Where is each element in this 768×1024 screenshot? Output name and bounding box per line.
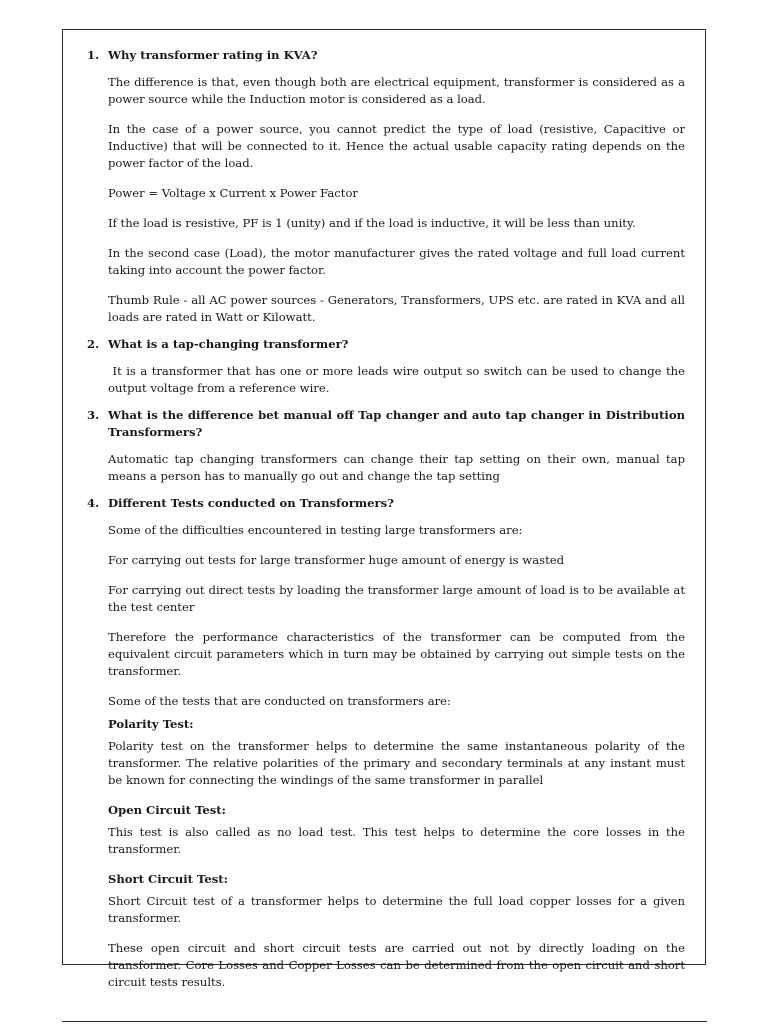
question-title: What is a tap-changing transformer? bbox=[108, 337, 349, 351]
paragraph: If the load is resistive, PF is 1 (unity) and if the load is inductive, it will be less than unity. bbox=[108, 216, 636, 230]
question-1-answer bbox=[108, 74, 685, 326]
paragraph: Some of the tests that are conducted on transformers are: bbox=[108, 694, 451, 708]
question-3-heading bbox=[87, 407, 685, 441]
paragraph: Some of the difficulties encountered in testing large transformers are: bbox=[108, 523, 523, 537]
question-3-answer bbox=[108, 451, 685, 485]
paragraph: Automatic tap changing transformers can change their tap setting on their own, manual tap means a person has to manually go out and change the tap setting bbox=[108, 452, 685, 483]
question-2-answer bbox=[108, 363, 689, 397]
question-number: 1. bbox=[87, 48, 100, 62]
question-title: Different Tests conducted on Transformers? bbox=[108, 496, 394, 510]
open-circuit-test-heading: Open Circuit Test: bbox=[108, 803, 226, 817]
question-2-heading bbox=[87, 336, 685, 353]
closing-paragraph: These open circuit and short circuit tests are carried out not by directly loading on the transformer. Core Losses and Copper Losses can be determined from the open circuit and short circuit tests results. bbox=[108, 941, 685, 989]
open-circuit-test-text: This test is also called as no load test. This test helps to determine the core losses in the transformer. bbox=[108, 825, 685, 856]
page-bottom-rule bbox=[62, 1021, 707, 1022]
question-title: What is the difference bet manual off Tap changer and auto tap changer in Distribution Transformers? bbox=[108, 408, 685, 439]
paragraph: Therefore the performance characteristics of the transformer can be computed from the equivalent circuit parameters which in turn may be obtained by carrying out simple tests on the transformer. bbox=[108, 630, 685, 678]
document-frame bbox=[62, 29, 706, 989]
paragraph: Thumb Rule - all AC power sources - Generators, Transformers, UPS etc. are rated in KVA and all loads are rated in Watt or Kilowatt. bbox=[108, 293, 685, 324]
polarity-test-heading: Polarity Test: bbox=[108, 717, 194, 731]
question-4-heading bbox=[87, 495, 685, 512]
question-1-heading bbox=[87, 47, 685, 64]
question-title: Why transformer rating in KVA? bbox=[108, 48, 318, 62]
paragraph: In the second case (Load), the motor manufacturer gives the rated voltage and full load current taking into account the power factor. bbox=[108, 246, 685, 277]
question-4-answer bbox=[108, 522, 685, 991]
paragraph: In the case of a power source, you cannot predict the type of load (resistive, Capacitive or Inductive) that will be connected to it. Hence the actual usable capacity rating depends on the power factor of the load. bbox=[108, 122, 685, 170]
paragraph: The difference is that, even though both are electrical equipment, transformer is considered as a power source while the Induction motor is considered as a load. bbox=[108, 75, 685, 106]
question-number: 3. bbox=[87, 408, 100, 422]
document-content bbox=[87, 47, 689, 1004]
paragraph: It is a transformer that has one or more leads wire output so switch can be used to change the output voltage from a reference wire. bbox=[108, 364, 689, 395]
polarity-test-text: Polarity test on the transformer helps to determine the same instantaneous polarity of the transformer. The relative polarities of the primary and secondary terminals at any instant must be known for connecting the windings of the same transformer in parallel bbox=[108, 739, 685, 787]
paragraph: Power = Voltage x Current x Power Factor bbox=[108, 186, 358, 200]
paragraph: For carrying out direct tests by loading the transformer large amount of load is to be available at the test center bbox=[108, 583, 685, 614]
short-circuit-test-heading: Short Circuit Test: bbox=[108, 872, 228, 886]
question-number: 4. bbox=[87, 496, 100, 510]
short-circuit-test-text: Short Circuit test of a transformer helps to determine the full load copper losses for a given transformer. bbox=[108, 894, 685, 925]
paragraph: For carrying out tests for large transformer huge amount of energy is wasted bbox=[108, 553, 565, 567]
question-number: 2. bbox=[87, 337, 100, 351]
